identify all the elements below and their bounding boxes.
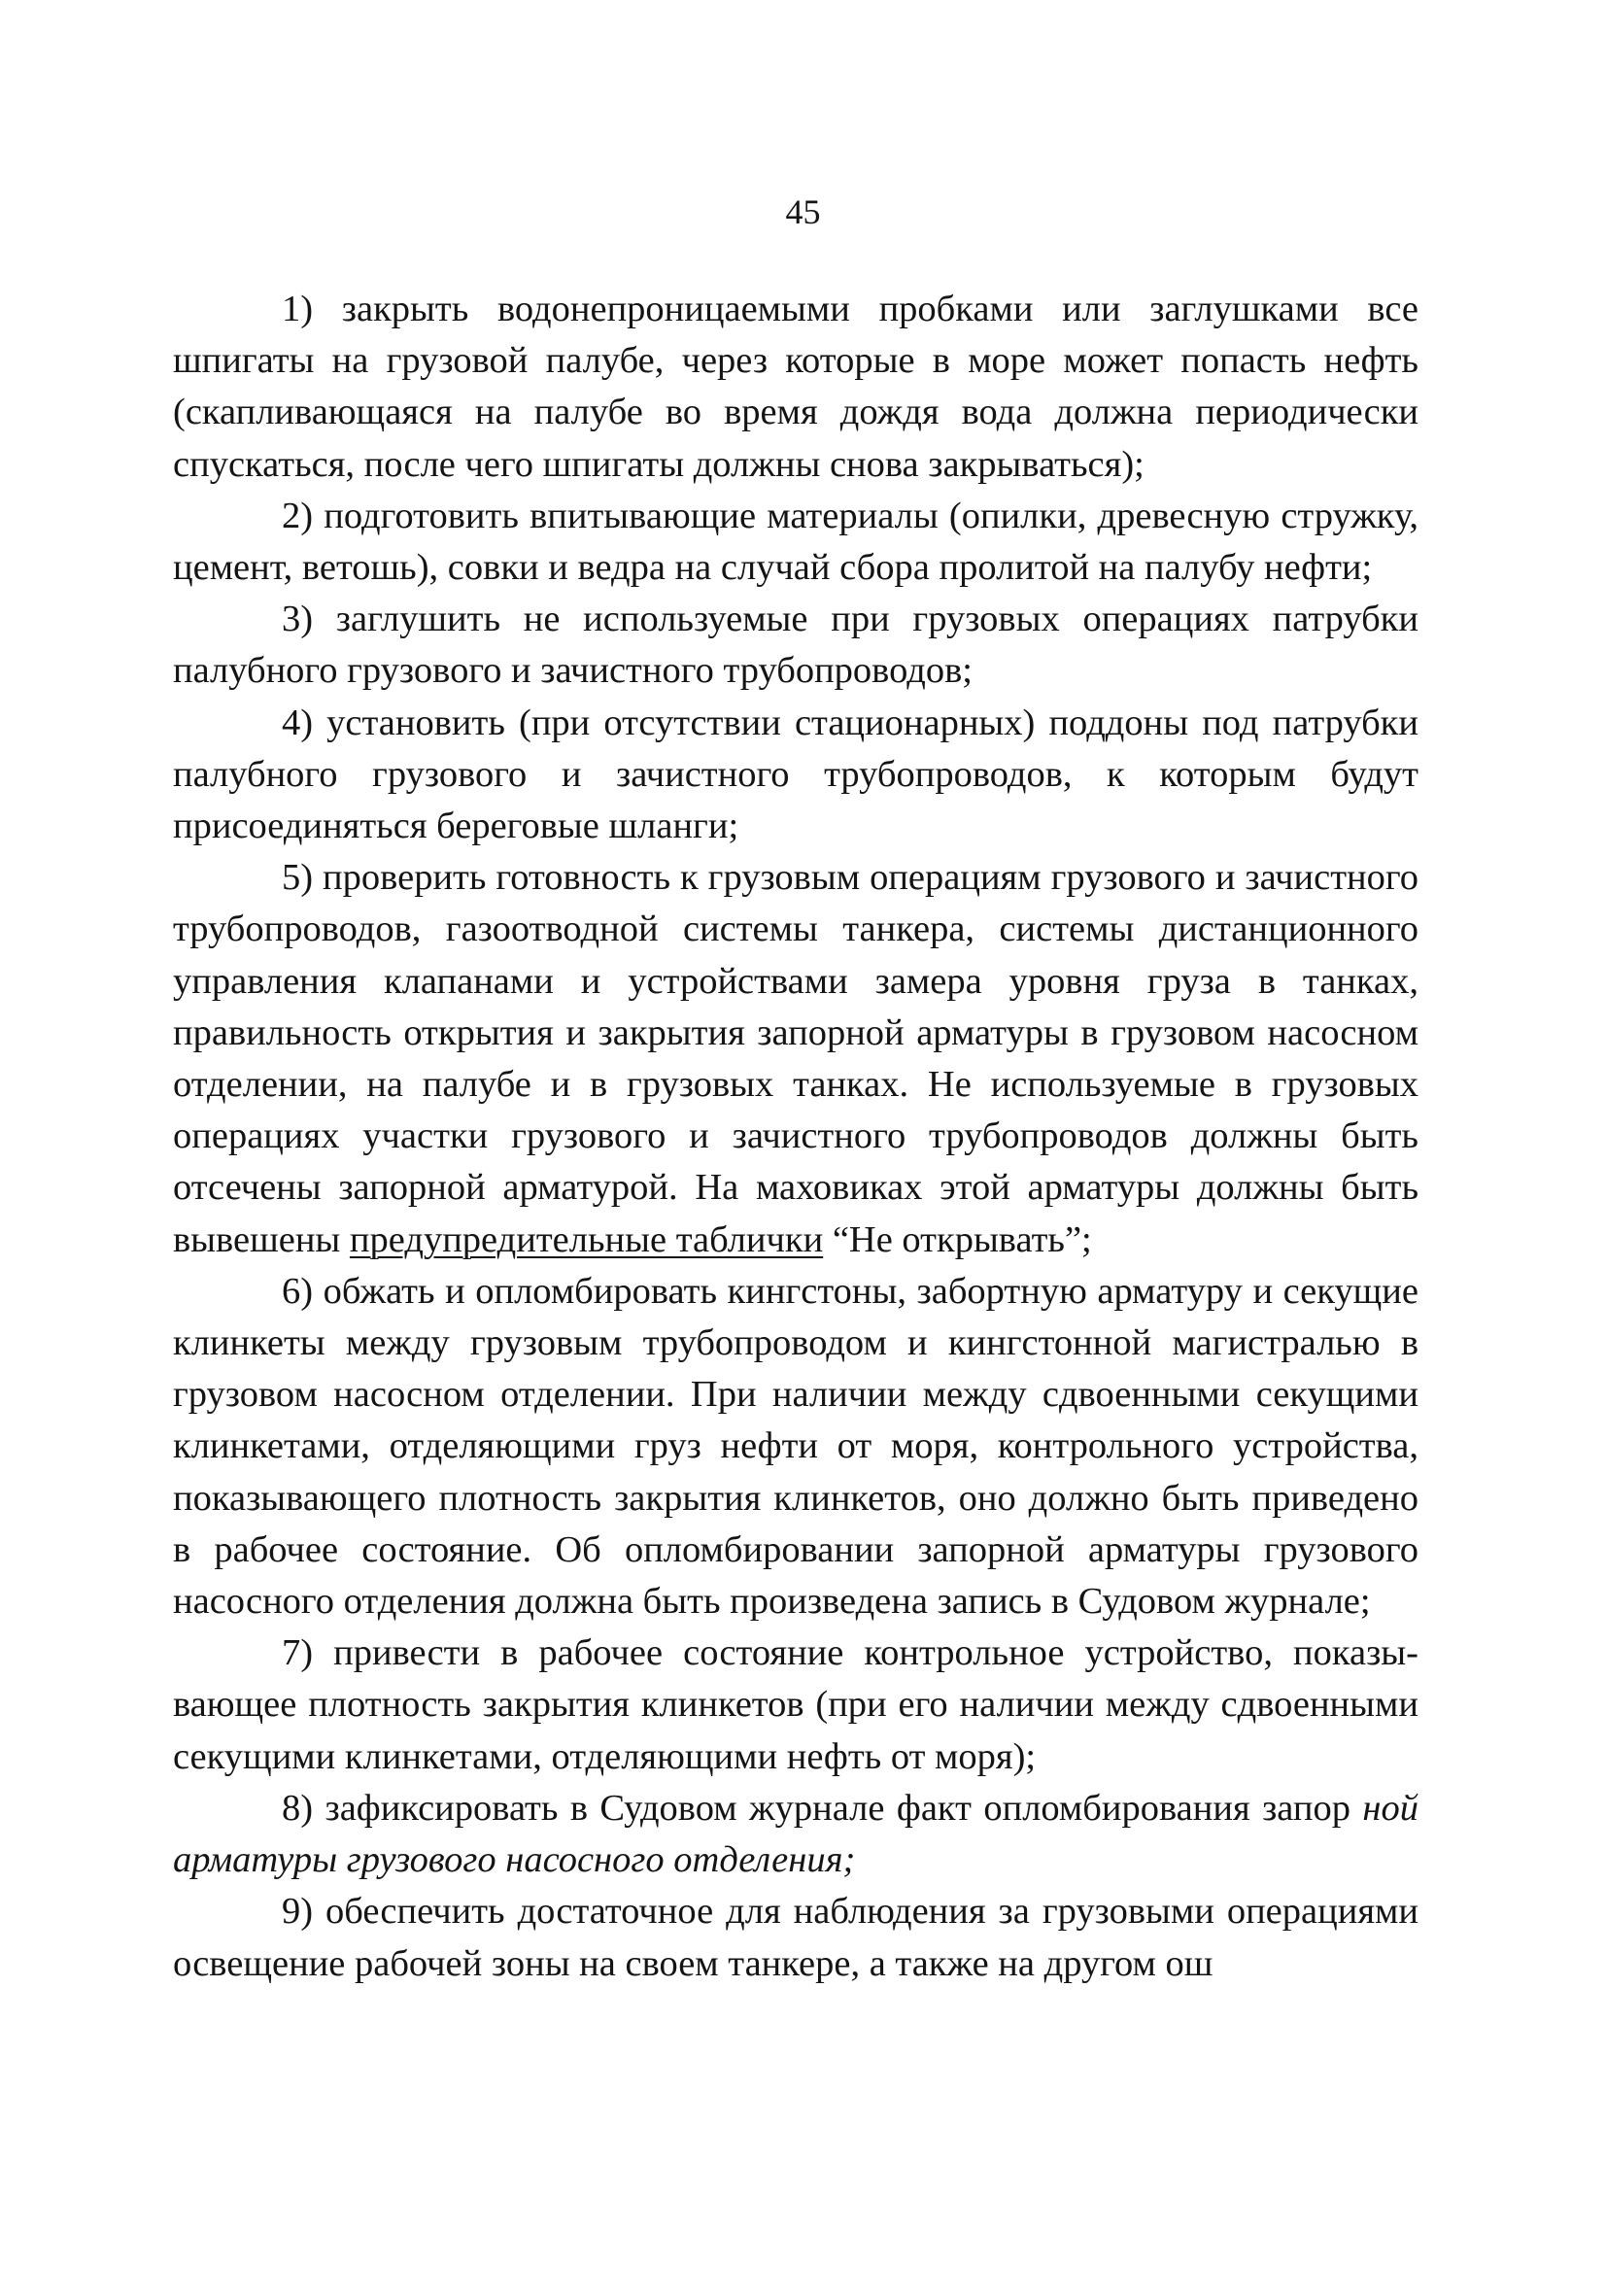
list-item-5-tail: “Не открывать”; bbox=[823, 1218, 1092, 1260]
underlined-phrase: предупредительные таблички bbox=[349, 1218, 824, 1260]
list-item-3: 3) заглушить не используемые при грузовых операциях патрубки палубного грузового и зачистного трубопроводов; bbox=[173, 599, 1418, 692]
list-item-5-text: 5) проверить готовность к грузовым операциям грузового и зачистного трубопроводов, газоотводной системы танкера, системы дистанционного управления клапанами и устройствами замера уровня груза в танках, правильность открытия и закрытия запорной арматуры в грузовом насосном отделении, на палубе и в грузовых танках. Не используемые в грузовых операциях участки грузового и зачистного трубопроводов должны быть отсечены запорной арматурой. На маховиках этой арматуры должны быть вывешены bbox=[173, 857, 1418, 1260]
body-text bbox=[173, 284, 1418, 1990]
list-item-1: 1) закрыть водонепроницаемыми пробками или заглушками все шпигаты на грузовой палубе, через которые в море может попасть нефть (скапливающаяся на палубе во время дождя вода должна периодически спускаться, после чего шпигаты должны снова закрываться); bbox=[173, 289, 1418, 485]
italic-phrase: ной арматуры грузового насосного отделения; bbox=[173, 1787, 1418, 1881]
list-item-6: 6) обжать и опломбировать кингстоны, забортную арматуру и секущие клинкеты между грузовым трубопроводом и кингстонной магистралью в грузовом насосном отделении. При наличии между сдвоенными секущими клинкетами, отделяющими груз нефти от моря, контрольного устройства, показывающего плотность закрытия клинкетов, оно должно быть приведено в рабочее состояние. Об опломбировании запорной арматуры грузового насосного отделения должна быть произведена запись в Судовом журнале; bbox=[173, 1270, 1418, 1623]
list-item-9: 9) обеспечить достаточное для наблюдения за грузовыми операциями освещение рабочей зоны на своем танкере, а также на другом ош bbox=[173, 1891, 1418, 1984]
list-item-8-text: 8) зафиксировать в Судовом журнале факт опломбирования запор bbox=[282, 1787, 1350, 1829]
list-item-7: 7) привести в рабочее состояние контрольное устройство, показывающее плотность закрытия клинкетов (при его наличии между сдвоенными секущими клинкетами, отделяющими нефть от моря); bbox=[173, 1632, 1418, 1777]
list-item-2: 2) подготовить впитывающие материалы (опилки, древесную стружку, цемент, ветошь), совки и ведра на случай сбора пролитой на палубу нефти; bbox=[173, 495, 1418, 589]
list-item-8 bbox=[173, 1783, 1418, 1886]
list-item-4: 4) установить (при отсутствии стационарных) поддоны под патрубки палубного грузового и зачистного трубопроводов, к которым будут присоединяться береговые шланги; bbox=[173, 702, 1418, 847]
page-number: 45 bbox=[785, 192, 821, 231]
list-item-5 bbox=[173, 852, 1418, 1266]
